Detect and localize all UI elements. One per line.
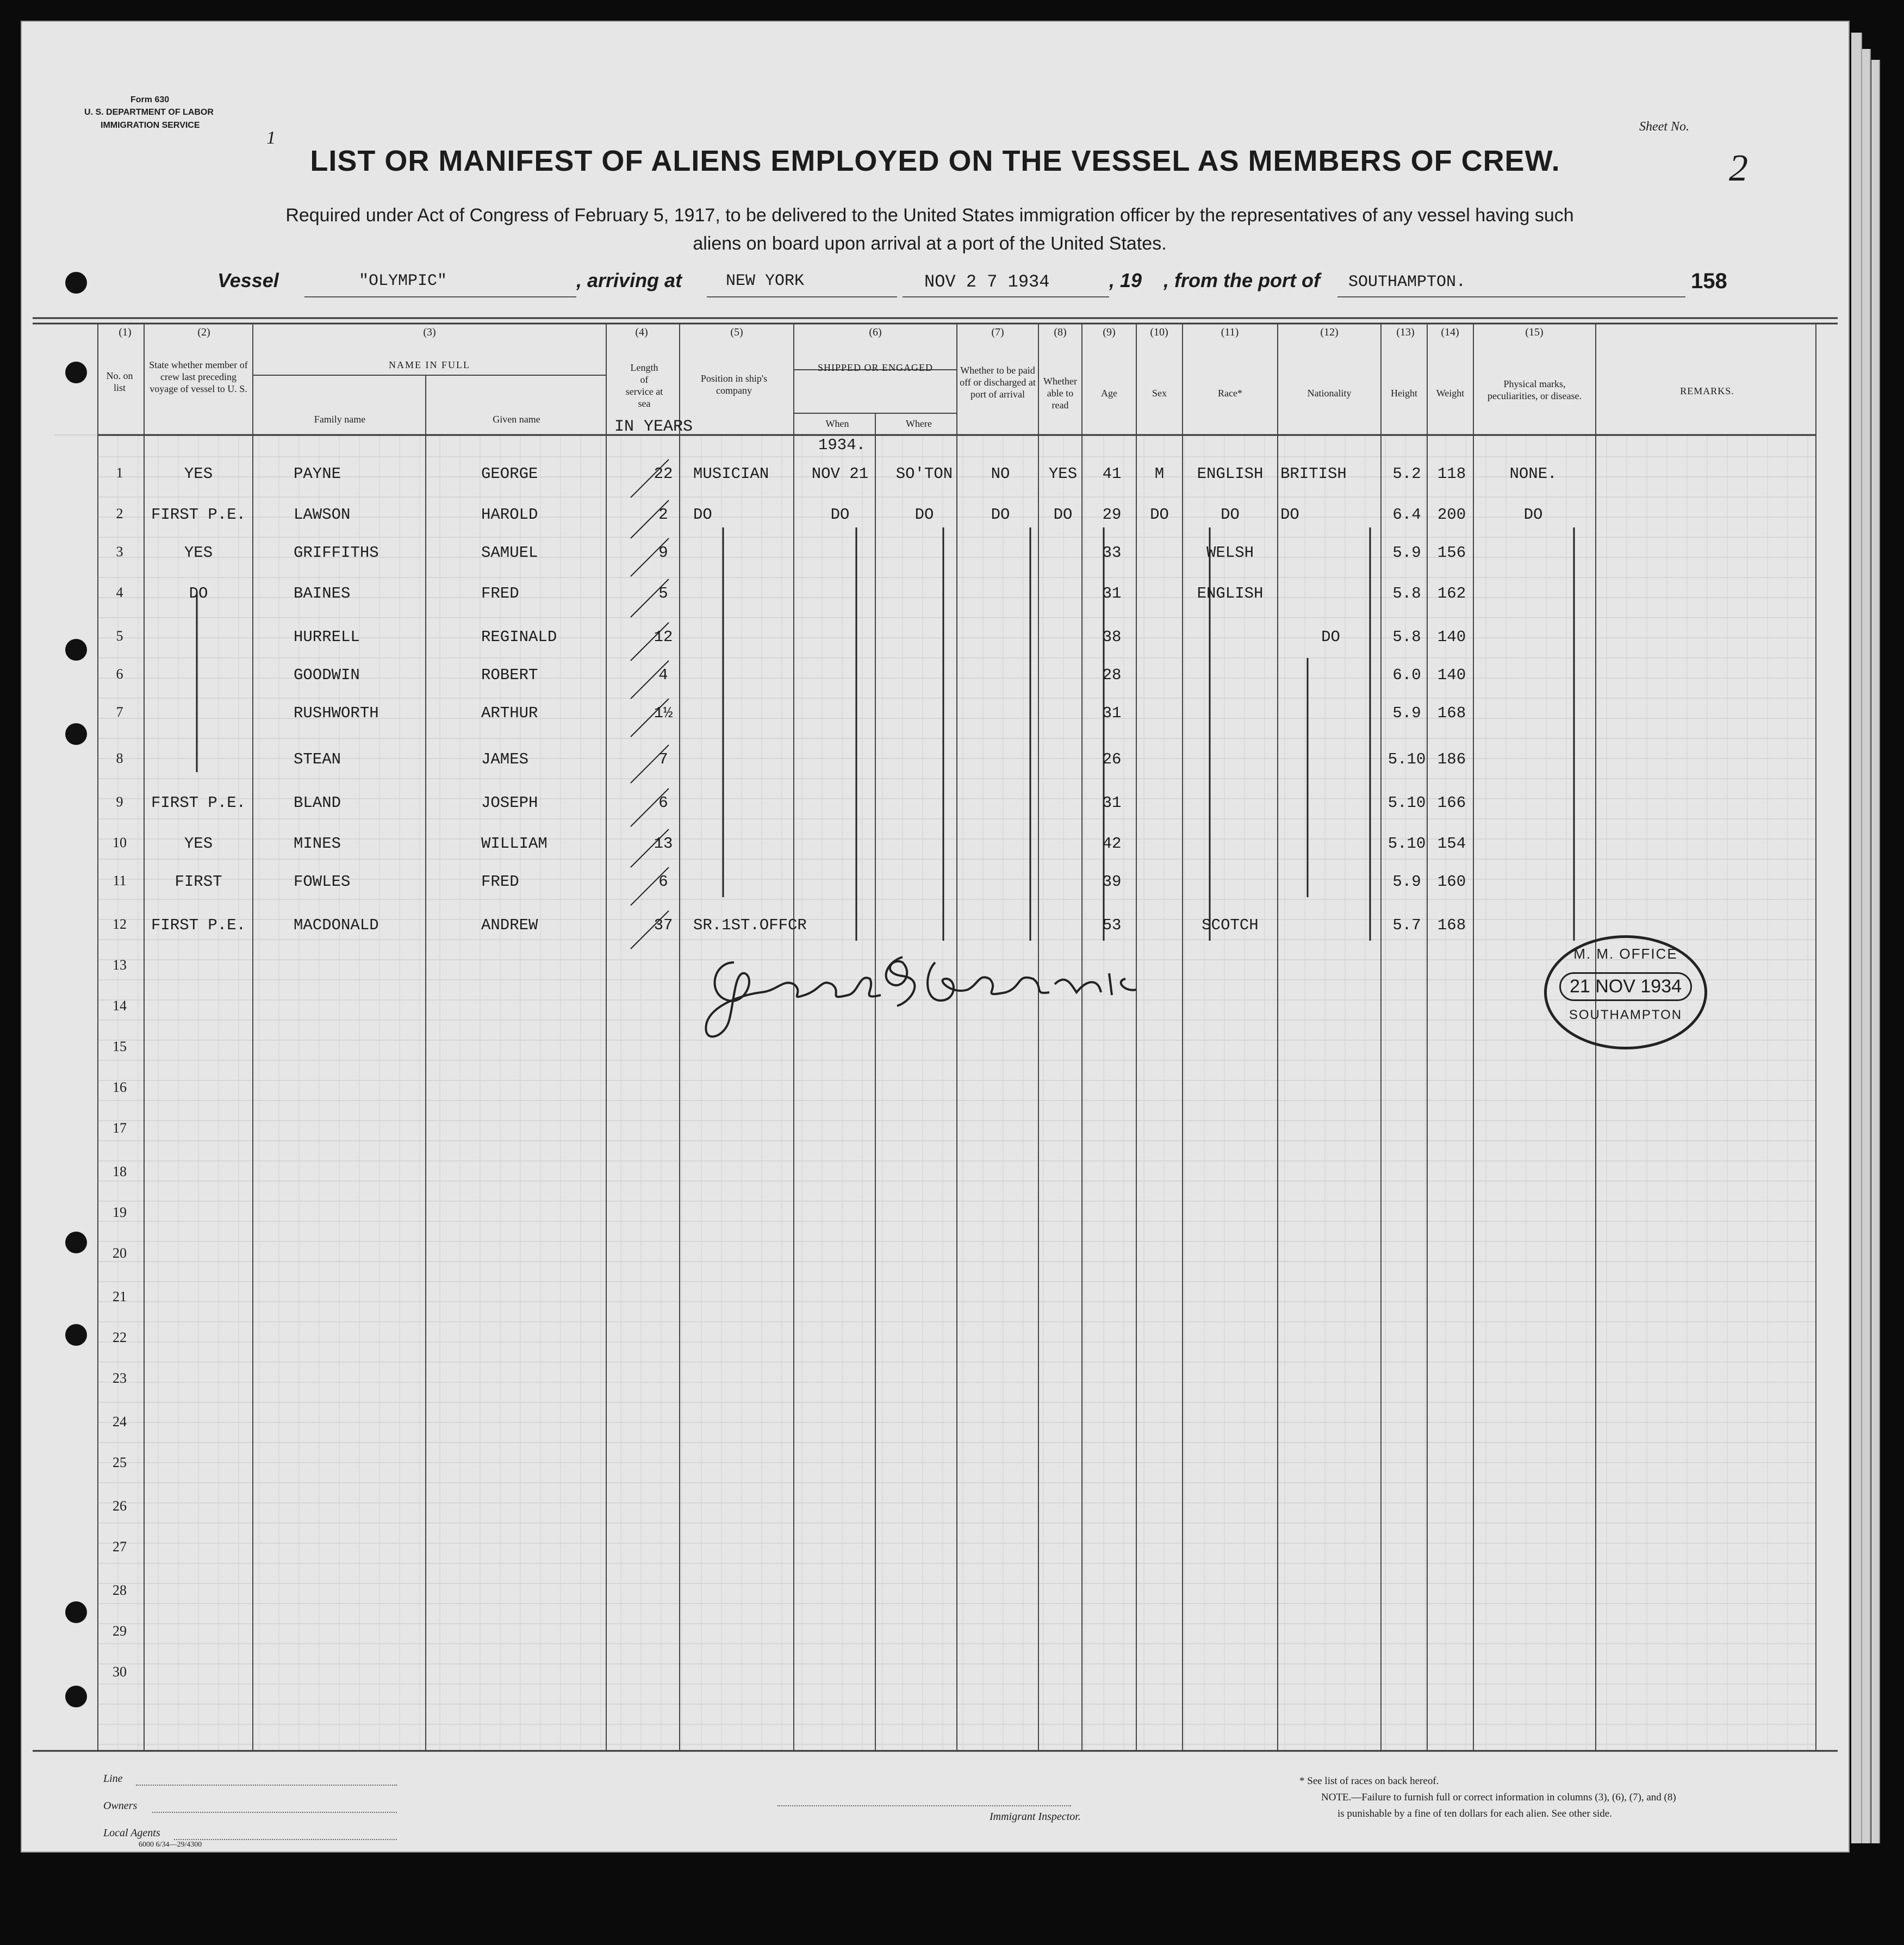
cell-n: 3 [116, 544, 123, 560]
cell-nationality: BRITISH [1280, 465, 1347, 483]
ledger-grid [22, 22, 1849, 1851]
row-number: 20 [113, 1245, 127, 1261]
header-age: Age [1101, 388, 1117, 399]
cell-state: YES [184, 544, 213, 562]
page-edge [1851, 33, 1862, 1843]
cell-where: DO [914, 506, 934, 524]
cell-age: 39 [1102, 873, 1122, 891]
cell-weight: 168 [1437, 704, 1466, 722]
subtitle-line-2: aliens on board upon arrival at a port of the United States. [693, 233, 1167, 254]
cell-family: GRIFFITHS [294, 544, 379, 562]
footer-owners-label: Owners [103, 1800, 138, 1812]
row-number: 16 [113, 1079, 127, 1095]
cell-length: 1½ [654, 704, 673, 722]
cell-state: YES [184, 835, 213, 853]
cell-race: ENGLISH [1197, 585, 1264, 602]
footer-note-3: is punishable by a fine of ten dollars for each alien. See other side. [1337, 1808, 1612, 1819]
owners-dots [152, 1812, 397, 1813]
cell-family: STEAN [294, 750, 341, 768]
col-number: (11) [1221, 326, 1239, 338]
cell-n: 1 [116, 465, 123, 481]
cell-given: HAROLD [481, 506, 538, 524]
footer-note-2: NOTE.—Failure to furnish full or correct information in columns (3), (6), (7), and (8) [1321, 1792, 1676, 1803]
cell-height: 5.10 [1387, 794, 1426, 812]
inspector-dots [777, 1805, 1071, 1806]
vessel-label: Vessel [217, 269, 279, 291]
cell-state: FIRST [175, 873, 222, 891]
cell-race: ENGLISH [1197, 465, 1264, 483]
year-note: 1934. [818, 436, 866, 454]
cell-length: 4 [658, 666, 668, 684]
header-race: Race* [1218, 388, 1242, 399]
cell-weight: 154 [1437, 835, 1466, 853]
header-marks: Physical marks, peculiarities, or disease. [1488, 378, 1582, 401]
cell-given: ROBERT [481, 666, 538, 684]
cell-weight: 118 [1437, 465, 1466, 483]
cell-n: 9 [116, 794, 123, 810]
cell-paid: DO [991, 506, 1010, 524]
cell-n: 4 [116, 585, 123, 600]
cell-family: MACDONALD [294, 916, 379, 934]
header-paid-off: Whether to be paid off or discharged at port of arrival [960, 365, 1036, 400]
cell-weight: 156 [1437, 544, 1466, 562]
cell-race: DO [1321, 628, 1340, 646]
cell-where: SO'TON [895, 465, 953, 483]
cell-state: FIRST P.E. [151, 506, 246, 524]
header-no: No. on list [106, 370, 133, 393]
row-number: 15 [113, 1039, 127, 1054]
header-remarks: REMARKS. [1680, 386, 1734, 396]
cell-height: 5.8 [1392, 585, 1421, 602]
header-name: NAME IN FULL [389, 359, 470, 370]
corner-mark: 1 [266, 128, 276, 148]
line-dots [136, 1785, 397, 1786]
col-number: (10) [1150, 326, 1168, 338]
footer-agents-label: Local Agents [103, 1827, 160, 1839]
cell-given: GEORGE [481, 465, 538, 483]
footer-line-label: Line [103, 1773, 123, 1785]
col-number: (1) [119, 326, 132, 338]
cell-n: 2 [116, 506, 123, 521]
cell-n: 11 [113, 873, 127, 888]
cell-weight: 162 [1437, 585, 1466, 602]
sheet-label: Sheet No. [1639, 120, 1689, 134]
cell-weight: 186 [1437, 750, 1466, 768]
cell-weight: 160 [1437, 873, 1466, 891]
cell-weight: 168 [1437, 916, 1466, 934]
cell-height: 5.10 [1387, 750, 1426, 768]
sheet-number: 2 [1729, 147, 1748, 189]
cell-family: LAWSON [294, 506, 351, 524]
header-family-name: Family name [314, 414, 366, 425]
cell-age: 53 [1102, 916, 1122, 934]
cell-family: MINES [294, 835, 341, 853]
cell-height: 5.9 [1392, 873, 1421, 891]
year-label: , 19 [1109, 269, 1142, 291]
cell-weight: 200 [1437, 506, 1466, 524]
col-number: (2) [197, 326, 210, 338]
row-number: 19 [113, 1204, 127, 1220]
header-length: Length of service at sea [625, 362, 663, 409]
arriving-port: NEW YORK [726, 272, 805, 290]
vessel-name: "OLYMPIC" [359, 272, 447, 290]
col-number: (9) [1103, 326, 1116, 338]
cell-n: 7 [116, 704, 123, 720]
in-years-note: IN YEARS [614, 418, 693, 436]
col-number: (3) [423, 326, 436, 338]
cell-given: REGINALD [481, 628, 557, 646]
cell-height: 5.10 [1387, 835, 1426, 853]
cell-age: 31 [1102, 794, 1122, 812]
page-edge [1871, 60, 1880, 1843]
cell-length: 37 [654, 916, 673, 934]
cell-position: SR.1ST.OFFCR [693, 916, 807, 934]
col-number: (5) [730, 326, 743, 338]
cell-age: 33 [1102, 544, 1122, 562]
cell-age: 31 [1102, 585, 1122, 602]
cell-length: 2 [658, 506, 668, 524]
cell-length: 6 [658, 794, 668, 812]
cell-length: 13 [654, 835, 673, 853]
col-number: (8) [1054, 326, 1067, 338]
from-port-label: , from the port of [1163, 269, 1320, 291]
cell-given: ANDREW [481, 916, 538, 934]
cell-given: JAMES [481, 750, 529, 768]
cell-marks: DO [1523, 506, 1543, 524]
row-number: 27 [113, 1539, 127, 1555]
cell-length: 12 [654, 628, 673, 646]
cell-race: DO [1221, 506, 1240, 524]
cell-n: 5 [116, 628, 123, 644]
row-number: 18 [113, 1164, 127, 1179]
stamp-bottom: SOUTHAMPTON [1569, 1008, 1683, 1022]
col-number: (6) [869, 326, 882, 338]
cell-state: DO [189, 585, 208, 602]
cell-n: 10 [113, 835, 127, 850]
col-number: (14) [1441, 326, 1459, 338]
cell-position: MUSICIAN [693, 465, 769, 483]
arriving-label: , arriving at [576, 269, 682, 291]
cell-given: FRED [481, 585, 519, 602]
cell-when: DO [830, 506, 850, 524]
row-number: 29 [113, 1623, 127, 1639]
cell-age: 41 [1102, 465, 1122, 483]
signature [696, 941, 1163, 1049]
cell-length: 9 [658, 544, 668, 562]
header-sex: Sex [1152, 388, 1167, 399]
header-read: Whether able to read [1043, 376, 1077, 411]
cell-family: GOODWIN [294, 666, 360, 684]
header-where: Where [906, 418, 932, 429]
cell-state: FIRST P.E. [151, 794, 246, 812]
cell-height: 5.2 [1392, 465, 1421, 483]
cell-height: 5.7 [1392, 916, 1421, 934]
mm-office-stamp [1544, 935, 1707, 1049]
row-number: 28 [113, 1582, 127, 1598]
header-position: Position in ship's company [700, 373, 768, 396]
cell-n: 6 [116, 666, 123, 682]
arrival-date-stamp: NOV 2 7 1934 [924, 272, 1050, 292]
cell-state: FIRST P.E. [151, 916, 246, 934]
cell-family: HURRELL [294, 628, 360, 646]
cell-marks: NONE. [1509, 465, 1557, 483]
header-given-name: Given name [493, 414, 540, 425]
cell-age: 38 [1102, 628, 1122, 646]
row-number: 30 [113, 1664, 127, 1680]
form-service: IMMIGRATION SERVICE [101, 121, 200, 130]
cell-sex: DO [1150, 506, 1169, 524]
cell-state: YES [184, 465, 213, 483]
cell-given: FRED [481, 873, 519, 891]
cell-age: 28 [1102, 666, 1122, 684]
cell-given: SAMUEL [481, 544, 538, 562]
cell-n: 8 [116, 750, 123, 766]
col-number: (4) [635, 326, 648, 338]
manifest-sheet [22, 22, 1849, 1851]
cell-family: PAYNE [294, 465, 341, 483]
cell-race: SCOTCH [1202, 916, 1259, 934]
row-number: 25 [113, 1455, 127, 1470]
col-number: (15) [1525, 326, 1544, 338]
cell-family: BLAND [294, 794, 341, 812]
col-number: (13) [1396, 326, 1415, 338]
footer-print-code: 6000 6/34—29/4300 [139, 1841, 202, 1849]
cell-family: BAINES [294, 585, 351, 602]
row-number: 24 [113, 1414, 127, 1430]
cell-sex: M [1154, 465, 1165, 483]
stamp-top: M. M. OFFICE [1573, 946, 1678, 962]
form-department: U. S. DEPARTMENT OF LABOR [84, 108, 214, 117]
cell-age: 26 [1102, 750, 1122, 768]
row-number: 26 [113, 1498, 127, 1514]
cell-paid: NO [991, 465, 1010, 483]
cell-position: DO [693, 506, 712, 524]
page-edge [1862, 49, 1871, 1843]
cell-read: DO [1053, 506, 1073, 524]
row-number: 23 [113, 1370, 127, 1386]
cell-age: 31 [1102, 704, 1122, 722]
cell-height: 6.4 [1392, 506, 1421, 524]
row-number: 22 [113, 1329, 127, 1345]
cell-length: 22 [654, 465, 673, 483]
cell-family: RUSHWORTH [294, 704, 379, 722]
cell-length: 6 [658, 873, 668, 891]
cell-weight: 166 [1437, 794, 1466, 812]
footer-inspector: Immigrant Inspector. [990, 1811, 1081, 1823]
page-title: LIST OR MANIFEST OF ALIENS EMPLOYED ON THE VESSEL AS MEMBERS OF CREW. [310, 145, 1560, 177]
cell-family: FOWLES [294, 873, 351, 891]
cell-read: YES [1048, 465, 1078, 483]
col-number: (7) [991, 326, 1004, 338]
cell-nationality: DO [1280, 506, 1299, 524]
header-height: Height [1391, 388, 1417, 399]
cell-weight: 140 [1437, 628, 1466, 646]
footer-note-1: * See list of races on back hereof. [1299, 1775, 1439, 1787]
row-number: 17 [113, 1120, 127, 1136]
cell-height: 5.9 [1392, 544, 1421, 562]
cell-n: 12 [113, 916, 127, 932]
row-number: 14 [113, 998, 127, 1014]
row-number: 21 [113, 1289, 127, 1304]
subtitle-line-1: Required under Act of Congress of February 5, 1917, to be delivered to the United States immigration officer by the representatives of any vessel having such [285, 205, 1574, 226]
header-shipped: SHIPPED OR ENGAGED [817, 362, 933, 373]
cell-length: 7 [658, 750, 668, 768]
header-weight: Weight [1436, 388, 1465, 399]
cell-height: 5.9 [1392, 704, 1421, 722]
cell-age: 29 [1102, 506, 1122, 524]
col-number: (12) [1320, 326, 1339, 338]
cell-length: 5 [658, 585, 668, 602]
cell-weight: 140 [1437, 666, 1466, 684]
cell-race: WELSH [1206, 544, 1254, 562]
cell-height: 5.8 [1392, 628, 1421, 646]
cell-height: 6.0 [1392, 666, 1421, 684]
header-state: State whether member of crew last preceding voyage of vessel to U. S. [149, 359, 248, 394]
cell-when: NOV 21 [811, 465, 869, 483]
form-number: Form 630 [130, 95, 170, 104]
header-when: When [825, 418, 849, 429]
stamp-date: 21 NOV 1934 [1559, 972, 1692, 1001]
cell-given: ARTHUR [481, 704, 538, 722]
from-port: SOUTHAMPTON. [1348, 273, 1466, 291]
cell-given: WILLIAM [481, 835, 547, 853]
header-nationality: Nationality [1307, 388, 1352, 399]
cell-given: JOSEPH [481, 794, 538, 812]
cell-age: 42 [1102, 835, 1122, 853]
page-number: 158 [1691, 269, 1727, 293]
row-number: 13 [113, 957, 127, 973]
agents-dots [174, 1839, 397, 1840]
